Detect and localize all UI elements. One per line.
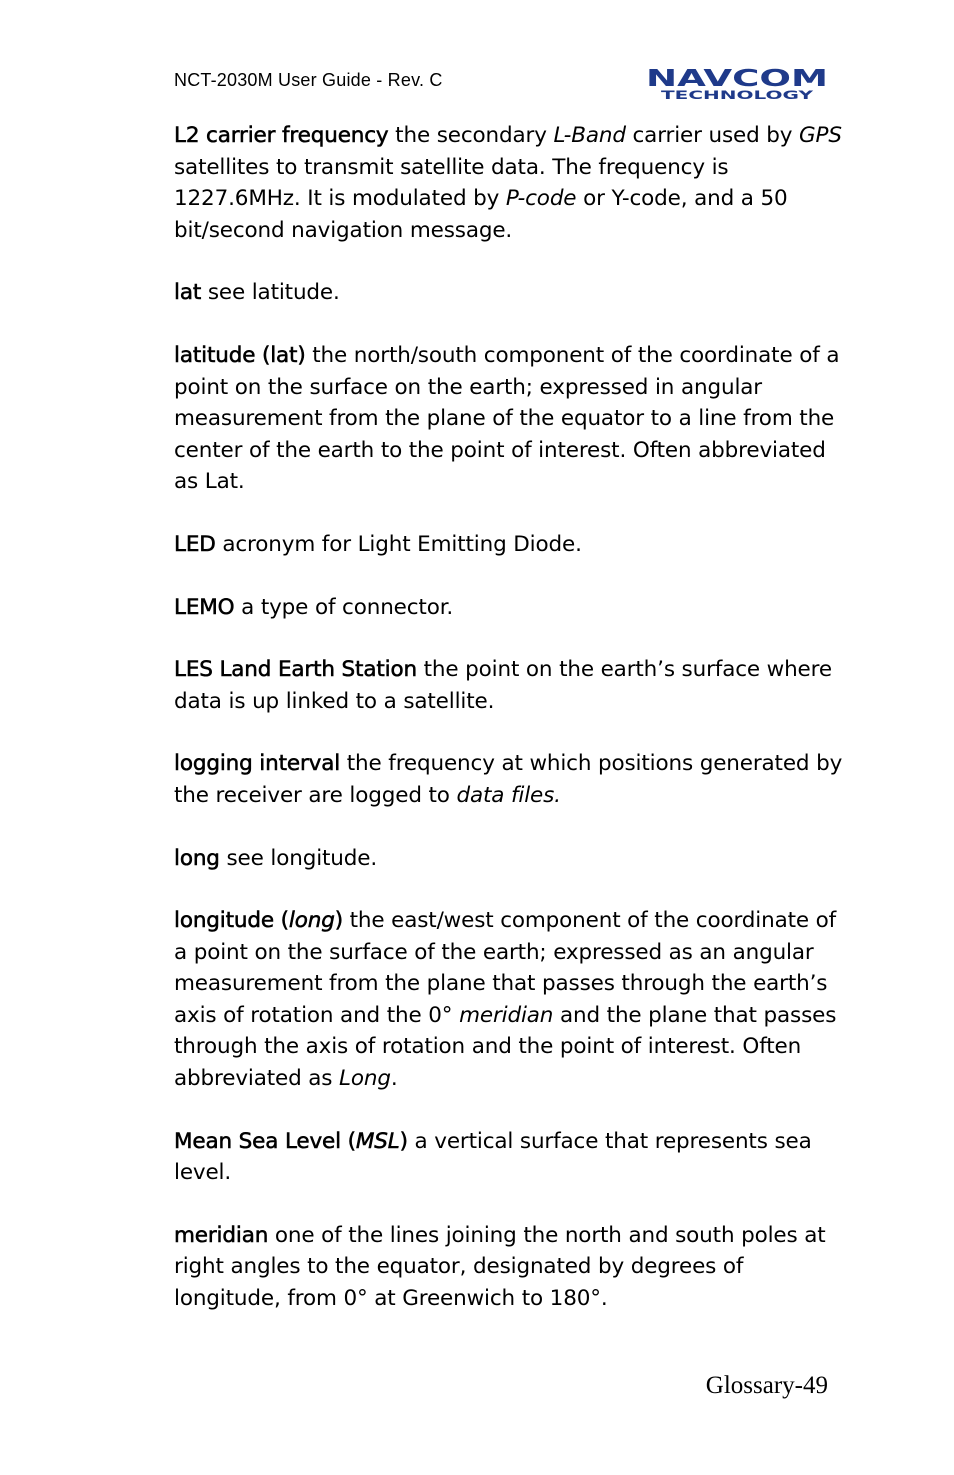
glossary-term: L2 carrier frequency bbox=[174, 123, 389, 148]
term-text: ) bbox=[334, 908, 343, 934]
glossary-term: latitude (lat) bbox=[174, 342, 306, 368]
page-number: Glossary-49 bbox=[705, 1372, 828, 1399]
term-text: Mean Sea Level ( bbox=[174, 1128, 356, 1154]
definition-text: satellites to transmit satellite data. The frequency is 1227.6MHz. It is modulated by bbox=[174, 154, 729, 212]
glossary-term: lat bbox=[174, 280, 202, 306]
glossary-term: long bbox=[174, 845, 220, 871]
definition-text: carrier used by bbox=[625, 123, 800, 148]
glossary-term: LEMO bbox=[174, 594, 235, 620]
definition-text: the point on the earth’s surface where data is up linked to a satellite. bbox=[174, 657, 832, 714]
definition-text: the frequency at which positions generated by the receiver are logged to bbox=[174, 751, 843, 808]
document-title: NCT-2030M User Guide - Rev. C bbox=[174, 70, 443, 90]
navcom-logo bbox=[645, 66, 829, 100]
definition-italic: Long bbox=[339, 1066, 391, 1092]
definition-text: . bbox=[390, 1066, 398, 1092]
glossary-list bbox=[174, 120, 844, 1346]
glossary-term: meridian bbox=[174, 1222, 269, 1248]
definition-text: see longitude. bbox=[219, 845, 378, 871]
definition-text: a vertical surface that represents sea level. bbox=[174, 1128, 812, 1186]
glossary-entry-latitude bbox=[174, 340, 844, 498]
glossary-entry-lat bbox=[174, 277, 844, 309]
definition-italic: GPS bbox=[799, 123, 842, 148]
definition-text: see latitude. bbox=[201, 280, 340, 306]
glossary-entry-les bbox=[174, 654, 844, 717]
logo-subtitle: TECHNOLOGY bbox=[661, 88, 815, 100]
term-italic: long bbox=[288, 908, 335, 934]
definition-italic: data files. bbox=[456, 782, 561, 808]
glossary-term: LED bbox=[174, 531, 216, 557]
definition-text: or Y-code, and a 50 bit/second navigation message. bbox=[174, 186, 788, 243]
glossary-entry-led bbox=[174, 529, 844, 561]
definition-text: one of the lines joining the north and south poles at right angles to the equator, designated by degrees of longitude, from 0° at Greenwich to 180°. bbox=[174, 1222, 826, 1312]
glossary-entry-mean-sea-level bbox=[174, 1126, 844, 1189]
definition-italic: meridian bbox=[459, 1002, 554, 1028]
definition-italic: L-Band bbox=[553, 123, 626, 148]
term-text: longitude ( bbox=[174, 908, 289, 934]
glossary-term: logging interval bbox=[174, 751, 341, 777]
glossary-entry-meridian bbox=[174, 1220, 844, 1315]
term-text: ) bbox=[399, 1128, 408, 1154]
glossary-term bbox=[174, 908, 343, 933]
definition-text: a type of connector. bbox=[234, 594, 454, 620]
glossary-term: LES Land Earth Station bbox=[174, 657, 417, 683]
glossary-entry-logging-interval bbox=[174, 748, 844, 811]
definition-italic: P-code bbox=[505, 186, 577, 212]
glossary-entry-lemo bbox=[174, 592, 844, 624]
definition-text: and the plane that passes through the axis of rotation and the point of interest. Often abbreviated as bbox=[174, 1002, 837, 1092]
glossary-entry-longitude bbox=[174, 905, 844, 1095]
definition-text: acronym for Light Emitting Diode. bbox=[215, 531, 582, 557]
logo-wordmark: NAVCOM bbox=[646, 66, 828, 92]
glossary-entry-l2-carrier-frequency bbox=[174, 120, 844, 246]
glossary-entry-long bbox=[174, 843, 844, 875]
definition-text: the east/west component of the coordinate of a point on the surface of the earth; expressed as an angular measurement from the plane that passes through the earth’s axis of rotation and the 0° bbox=[174, 908, 837, 1028]
term-italic: MSL bbox=[355, 1128, 400, 1154]
glossary-term bbox=[174, 1129, 408, 1154]
definition-text: the secondary bbox=[388, 123, 554, 148]
definition-text: the north/south component of the coordinate of a point on the surface on the earth; expressed in angular measurement from the plane of the equator to a line from the center of the earth to the point of interest. Often abbreviated as Lat. bbox=[174, 342, 840, 495]
